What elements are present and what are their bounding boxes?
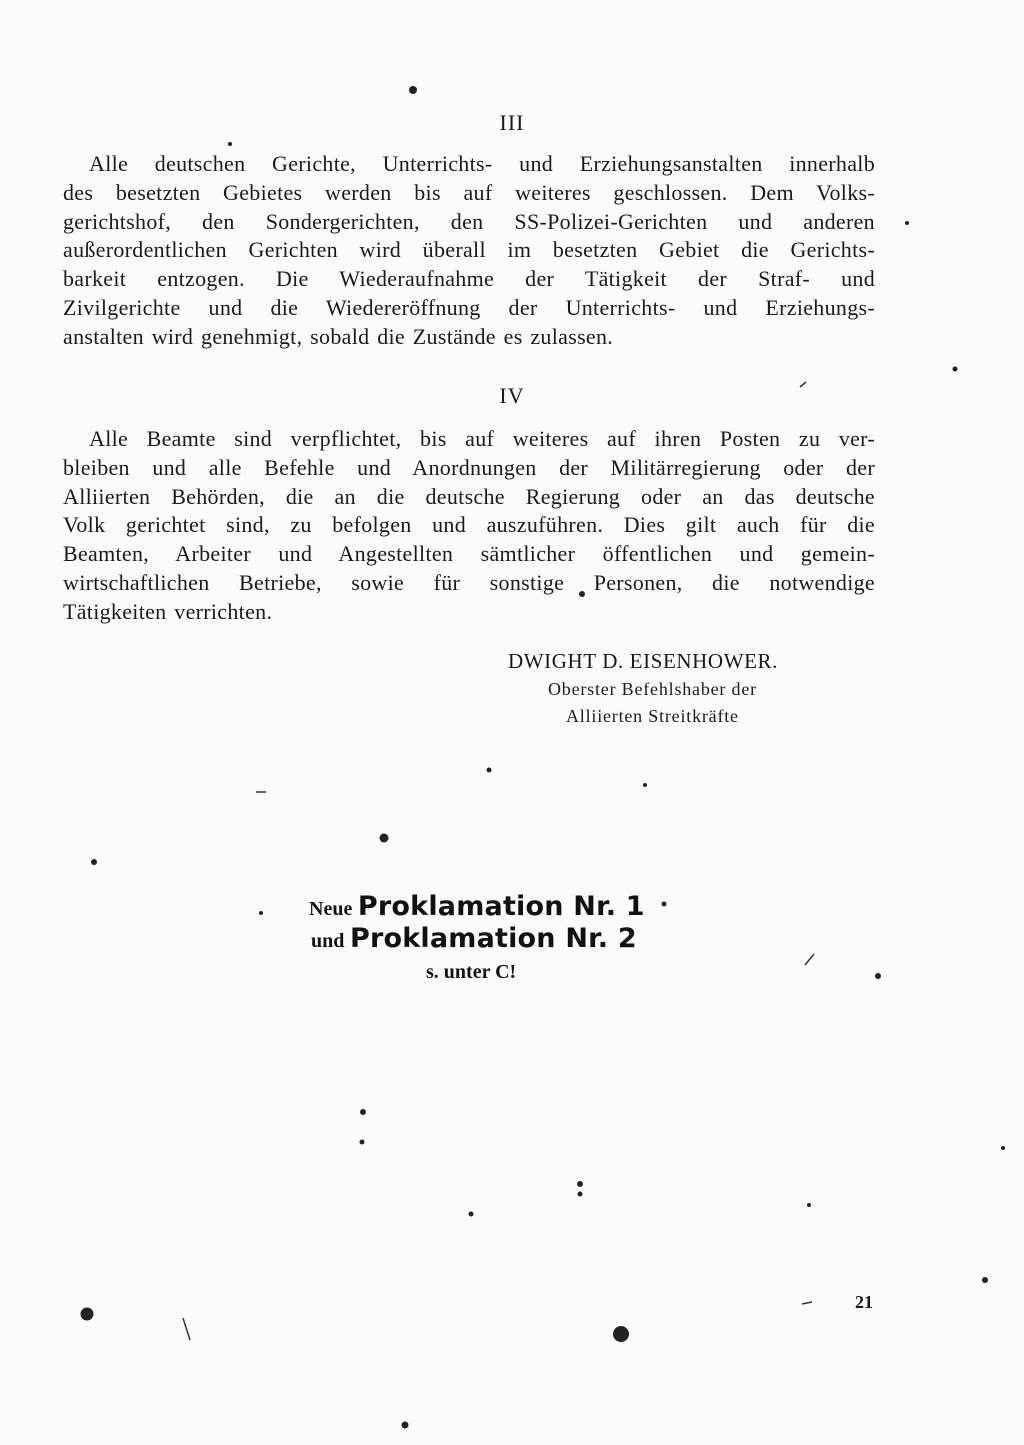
section-iii-heading: III <box>499 110 525 135</box>
notice-line-1 <box>309 891 645 922</box>
signature-name: DWIGHT D. EISENHOWER. <box>508 649 779 673</box>
paragraph-line: außerordentlichen Gerichten wird überall im besetzten Gebiet die Gerichts- <box>63 237 875 263</box>
paragraph-line: Zivilgerichte und die Wiedereröffnung der Unterrichts- und Erziehungs- <box>63 294 875 320</box>
notice-prefix-neue: Neue <box>309 898 353 920</box>
paragraph-line: Tätigkeiten verrichten. <box>63 598 273 624</box>
notice-prefix-und: und <box>311 930 345 952</box>
paragraph-line: gerichtshof, den Sondergerichten, den SS-Polizei-Gerichten und anderen <box>63 208 875 234</box>
notice-line-2 <box>311 923 637 954</box>
paragraph-line: Beamten, Arbeiter und Angestellten sämtlicher öffentlichen und gemein- <box>63 541 875 567</box>
notice-line-3 <box>426 961 516 984</box>
paragraph-line: Alliierten Behörden, die an die deutsche Regierung oder an das deutsche <box>63 483 875 509</box>
paragraph-line: Volk gerichtet sind, zu befolgen und auszuführen. Dies gilt auch für die <box>63 512 875 538</box>
paragraph-line: anstalten wird genehmigt, sobald die Zustände es zulassen. <box>63 323 614 349</box>
paragraph-line: bleiben und alle Befehle und Anordnungen der Militärregierung oder der <box>63 454 875 480</box>
paragraph-line: Alle deutschen Gerichte, Unterrichts- und Erziehungsanstalten innerhalb <box>89 151 875 176</box>
section-iii-paragraph <box>63 150 875 352</box>
notice-proclamation-2: Proklamation Nr. 2 <box>349 923 637 954</box>
notice-reference: s. unter C! <box>426 961 517 983</box>
signature-title-line-2: Alliierten Streitkräfte <box>566 706 739 726</box>
page-number: 21 <box>855 1292 873 1312</box>
section-iv-paragraph <box>63 425 875 627</box>
signature-title-line-1: Oberster Befehlshaber der <box>548 679 757 699</box>
section-iv-heading: IV <box>499 383 525 408</box>
paragraph-line: des besetzten Gebietes werden bis auf weiteres geschlossen. Dem Volks- <box>63 179 875 205</box>
paragraph-line: barkeit entzogen. Die Wiederaufnahme der Tätigkeit der Straf- und <box>63 266 875 292</box>
paragraph-line: wirtschaftlichen Betriebe, sowie für sonstige Personen, die notwendige <box>63 569 875 595</box>
notice-proclamation-1: Proklamation Nr. 1 <box>357 891 645 922</box>
paragraph-line: Alle Beamte sind verpflichtet, bis auf weiteres auf ihren Posten zu ver- <box>89 426 875 451</box>
